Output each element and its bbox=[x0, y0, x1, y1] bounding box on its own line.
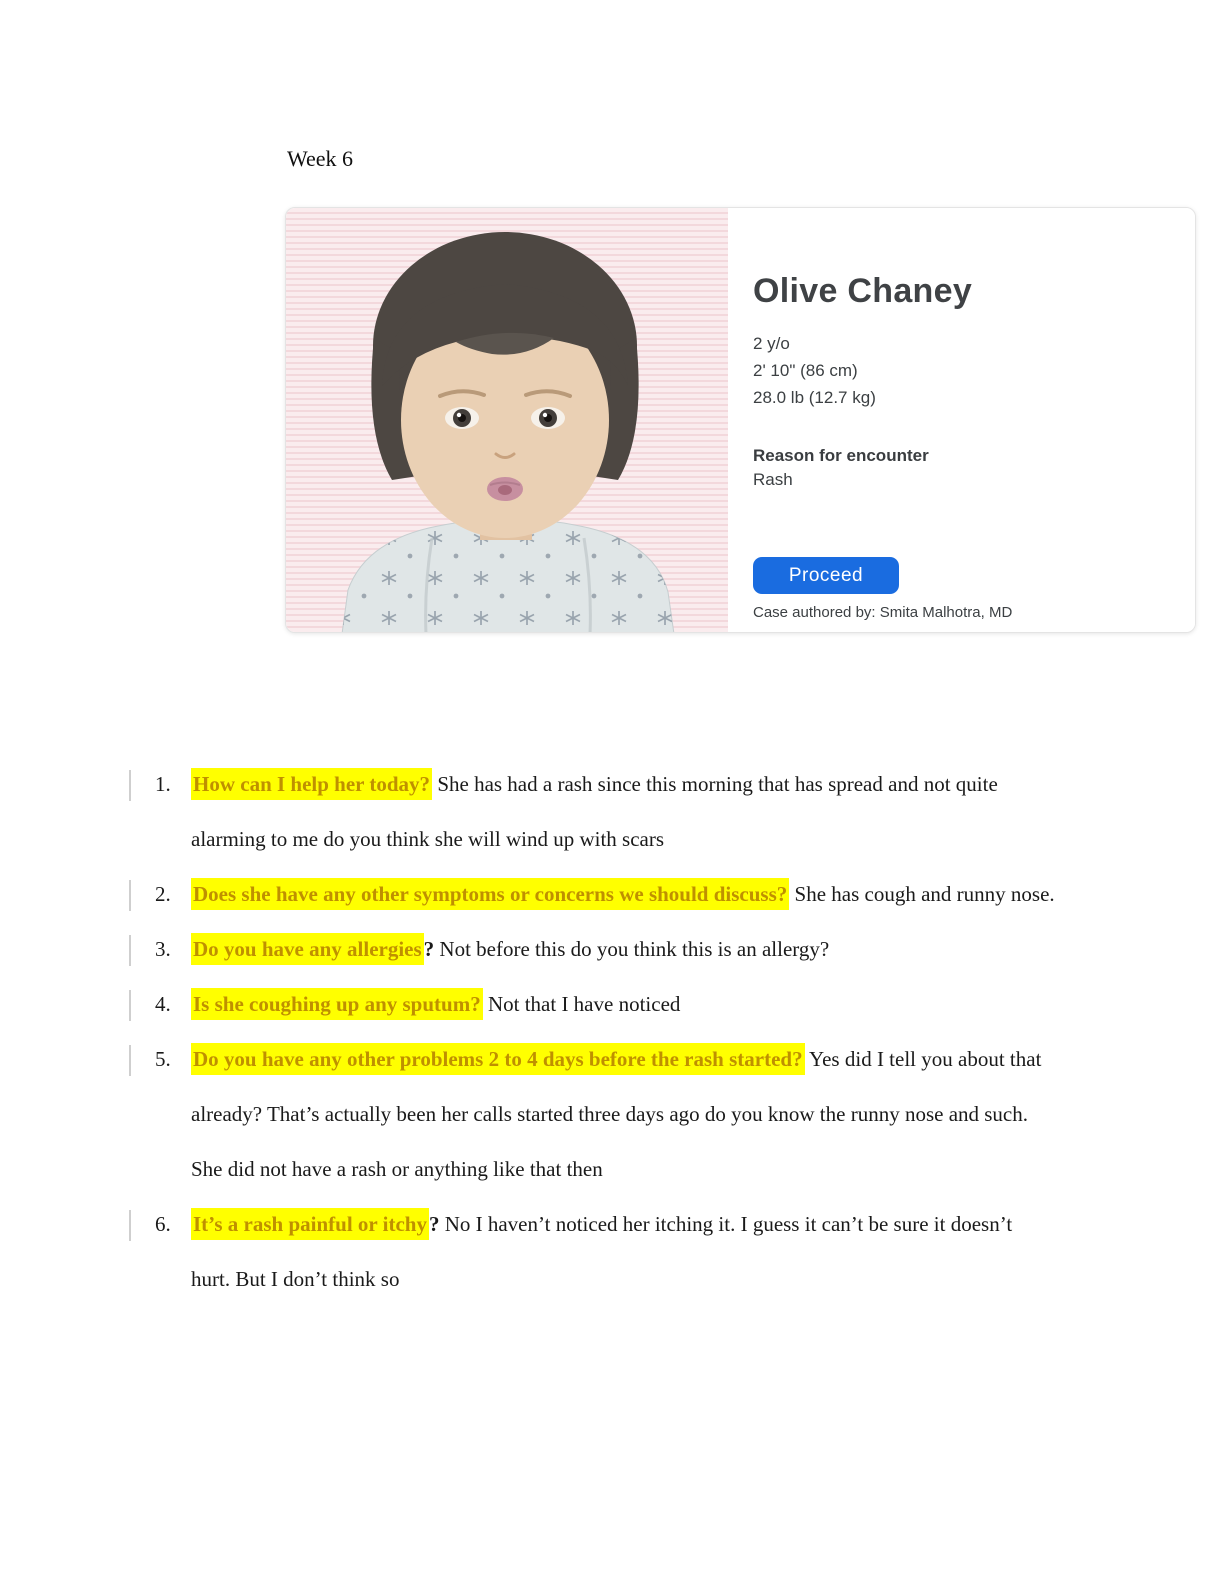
patient-weight: 28.0 lb (12.7 kg) bbox=[753, 388, 876, 407]
question-suffix: ? bbox=[423, 937, 435, 961]
question-suffix: ? bbox=[428, 1212, 440, 1236]
change-bar bbox=[129, 1045, 131, 1076]
qa-list bbox=[155, 757, 1056, 1307]
qa-text bbox=[191, 933, 829, 965]
qa-text bbox=[191, 1208, 1012, 1291]
reason-label: Reason for encounter bbox=[753, 446, 929, 465]
list-number: 3. bbox=[155, 937, 171, 961]
answer-text: Not that I have noticed bbox=[482, 992, 681, 1016]
answer-text: No I haven’t noticed her itching it. I guess it can’t be sure it doesn’t hurt. But I don’t think so bbox=[191, 1212, 1013, 1291]
list-number: 1. bbox=[155, 772, 171, 796]
qa-item-4 bbox=[155, 977, 1056, 1032]
reason-for-encounter bbox=[753, 444, 929, 492]
reason-value: Rash bbox=[753, 470, 793, 489]
question-highlight: Do you have any allergies bbox=[191, 933, 424, 965]
answer-text: Yes did I tell you about that already? That’s actually been her calls started three days ago do you know the runny nose and such. She did not have a rash or anything like that then bbox=[191, 1047, 1042, 1181]
question-highlight: How can I help her today? bbox=[191, 768, 432, 800]
question-highlight: Do you have any other problems 2 to 4 days before the rash started? bbox=[191, 1043, 805, 1075]
answer-text: She has had a rash since this morning that has spread and not quite alarming to me do you think she will wind up with scars bbox=[191, 772, 998, 851]
change-bar bbox=[129, 880, 131, 911]
qa-text bbox=[191, 1043, 1041, 1181]
qa-item-1 bbox=[155, 757, 1056, 867]
patient-name: Olive Chaney bbox=[753, 272, 973, 310]
patient-info-panel bbox=[728, 208, 1195, 632]
proceed-button[interactable]: Proceed bbox=[753, 557, 899, 594]
answer-text: She has cough and runny nose. bbox=[789, 882, 1055, 906]
child-avatar-icon bbox=[286, 208, 728, 633]
patient-stats bbox=[753, 330, 876, 411]
patient-photo bbox=[286, 208, 728, 632]
list-number: 5. bbox=[155, 1047, 171, 1071]
qa-text bbox=[191, 878, 1055, 910]
qa-item-6 bbox=[155, 1197, 1056, 1307]
change-bar bbox=[129, 1210, 131, 1241]
patient-height: 2' 10" (86 cm) bbox=[753, 361, 858, 380]
change-bar bbox=[129, 990, 131, 1021]
change-bar bbox=[129, 770, 131, 801]
answer-text: Not before this do you think this is an allergy? bbox=[434, 937, 830, 961]
question-highlight: Does she have any other symptoms or concerns we should discuss? bbox=[191, 878, 789, 910]
question-highlight: It’s a rash painful or itchy bbox=[191, 1208, 429, 1240]
list-number: 4. bbox=[155, 992, 171, 1016]
qa-item-5 bbox=[155, 1032, 1056, 1197]
list-number: 6. bbox=[155, 1212, 171, 1236]
case-author: Case authored by: Smita Malhotra, MD bbox=[753, 604, 1013, 621]
qa-item-2 bbox=[155, 867, 1056, 922]
patient-age: 2 y/o bbox=[753, 334, 790, 353]
qa-text bbox=[191, 768, 998, 851]
qa-text bbox=[191, 988, 680, 1020]
qa-item-3 bbox=[155, 922, 1056, 977]
list-number: 2. bbox=[155, 882, 171, 906]
question-highlight: Is she coughing up any sputum? bbox=[191, 988, 483, 1020]
page-title: Week 6 bbox=[287, 146, 354, 171]
change-bar bbox=[129, 935, 131, 966]
patient-card bbox=[285, 207, 1196, 633]
